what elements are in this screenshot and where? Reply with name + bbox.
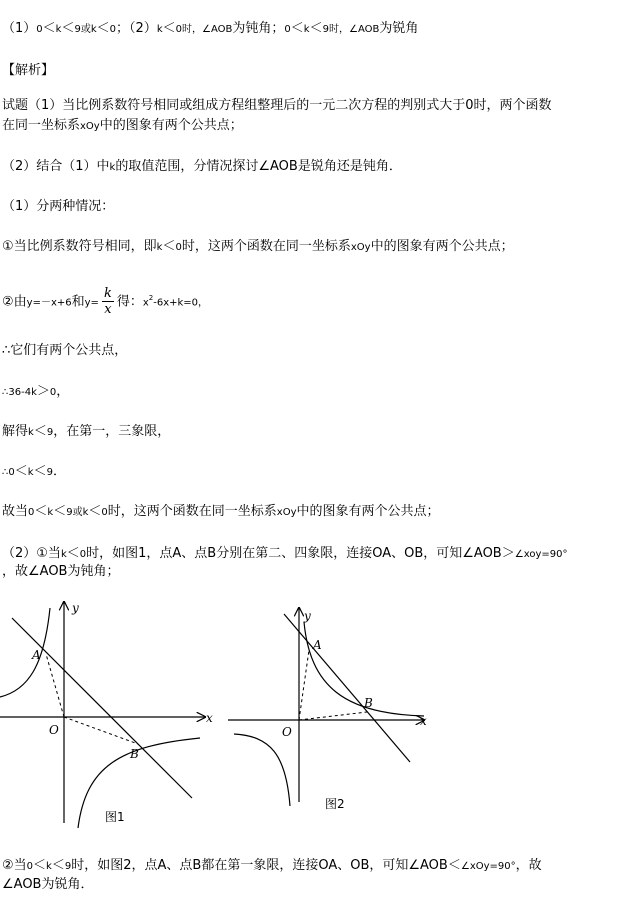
text: （2）结合（1）中 bbox=[2, 159, 110, 174]
coord-label: xOy bbox=[80, 121, 100, 132]
hyperbola-branch-q2 bbox=[0, 608, 50, 697]
text: 时，如图2，点A、点B都在第一象限，连接OA、OB，可知∠AOB bbox=[71, 858, 448, 873]
case-2-line bbox=[2, 280, 208, 321]
text: ． bbox=[52, 464, 66, 479]
lt: ＜ bbox=[51, 858, 65, 873]
text: 解得 bbox=[2, 424, 29, 439]
cases-line: （1）分两种情况： bbox=[2, 199, 115, 214]
nine: 9或 bbox=[66, 507, 83, 518]
lt: ＜ bbox=[53, 504, 67, 519]
answer-k: k bbox=[90, 24, 97, 35]
coord-label: xOy bbox=[350, 242, 371, 253]
step-3 bbox=[2, 423, 170, 442]
lt: ＜ bbox=[34, 504, 48, 519]
segment-ob bbox=[64, 717, 138, 744]
k-var: k bbox=[156, 242, 163, 253]
coord-label: xOy bbox=[276, 507, 297, 518]
text: ②当 bbox=[2, 858, 27, 873]
nine: 9 bbox=[46, 427, 54, 438]
answer-line bbox=[2, 20, 418, 39]
equation-line: y=－x+6 bbox=[26, 297, 72, 309]
text: 中的图象有两个公共点； bbox=[99, 118, 243, 133]
answer-lt: ＜ bbox=[61, 21, 75, 36]
intro-line-2 bbox=[2, 117, 243, 136]
answer-zero: 0 bbox=[109, 24, 117, 35]
answer-lt: ＜ bbox=[162, 21, 176, 36]
gt: ＞ bbox=[501, 546, 515, 561]
conclusion-line bbox=[2, 503, 440, 522]
lt: ＜ bbox=[88, 504, 102, 519]
k-var: k bbox=[28, 427, 34, 438]
text: ①当比例系数符号相同，即 bbox=[2, 239, 157, 254]
point-2-line bbox=[2, 158, 402, 177]
zero: 0 bbox=[49, 387, 57, 398]
lt: ＜ bbox=[33, 424, 47, 439]
fraction-numerator: k bbox=[103, 286, 112, 302]
answer-nine: 9时， bbox=[322, 24, 349, 35]
segment-oa bbox=[299, 650, 309, 720]
answer-angle: ∠AOB bbox=[348, 24, 380, 35]
zero: 0 bbox=[28, 507, 35, 518]
k-var: k bbox=[47, 507, 54, 518]
text: 的取值范围，分情况探讨∠AOB是锐角还是钝角． bbox=[115, 159, 402, 174]
answer-obtuse: 为钝角； bbox=[232, 21, 285, 36]
segment-oa bbox=[46, 654, 64, 717]
zero: 0 bbox=[8, 467, 15, 478]
answer-zero: 0时， bbox=[175, 24, 203, 35]
text: 时，这两个函数在同一坐标系 bbox=[107, 504, 277, 519]
analysis-heading: 【解析】 bbox=[2, 63, 55, 78]
step-2 bbox=[2, 383, 69, 402]
text: 和 bbox=[71, 294, 85, 310]
k-var: k bbox=[82, 507, 89, 518]
answer-lt: ＜ bbox=[290, 21, 304, 36]
k-var: k bbox=[27, 467, 34, 478]
lt: ＜ bbox=[14, 464, 28, 479]
zero: 0 bbox=[26, 861, 34, 872]
origin-label: O bbox=[282, 725, 292, 739]
final-line-1 bbox=[2, 857, 542, 876]
nine: 9 bbox=[64, 861, 72, 872]
figure-1 bbox=[0, 598, 220, 838]
intro-line-1: 试题（1）当比例系数符号相同或组成方程组整理后的一元二次方程的判别式大于0时，两个函数 bbox=[2, 98, 552, 113]
text: 中的图象有两个公共点； bbox=[296, 504, 440, 519]
case-1-line bbox=[2, 238, 514, 257]
quadratic: x bbox=[142, 297, 149, 309]
point-b-label: B bbox=[364, 696, 373, 710]
gt: ＞ bbox=[36, 384, 50, 399]
text: 时，如图1，点A、点B分别在第二、四象限，连接OA、OB，可知∠AOB bbox=[86, 546, 502, 561]
answer-zero: 0 bbox=[36, 24, 43, 35]
exponent: 2 bbox=[148, 294, 154, 302]
lt: ＜ bbox=[66, 546, 80, 561]
point-a-label: A bbox=[32, 648, 41, 662]
x-axis-label: x bbox=[420, 714, 427, 728]
text: ， bbox=[56, 384, 70, 399]
answer-k: k bbox=[303, 24, 310, 35]
answer-acute: 为锐角 bbox=[379, 21, 419, 36]
point-b-label: B bbox=[130, 747, 139, 761]
nine: 9 bbox=[46, 467, 53, 478]
x-axis-label: x bbox=[206, 711, 213, 725]
discriminant: 36-4k bbox=[8, 387, 37, 398]
hyperbola-branch-q4 bbox=[78, 738, 200, 828]
zero: 0 bbox=[101, 507, 108, 518]
point-a-label: A bbox=[313, 638, 322, 652]
text: 时，这两个函数在同一坐标系 bbox=[181, 239, 351, 254]
step-4 bbox=[2, 463, 66, 482]
lt: ＜ bbox=[33, 858, 47, 873]
segment-ob bbox=[299, 712, 367, 720]
final-line-2: ∠AOB为锐角． bbox=[2, 877, 94, 892]
k-var: k bbox=[109, 162, 116, 173]
text: 得： bbox=[116, 294, 143, 310]
quadratic-rest: -6x+k=0， bbox=[153, 297, 209, 309]
origin-label: O bbox=[49, 723, 59, 737]
answer-k: k bbox=[156, 24, 163, 35]
equation-hyperbola: y= bbox=[84, 297, 99, 309]
text: 在同一坐标系 bbox=[2, 118, 81, 133]
text: ②由 bbox=[2, 294, 27, 310]
angle-xoy: ∠xOy=90° bbox=[460, 861, 516, 872]
k-var: k bbox=[46, 861, 52, 872]
answer-part1-label: （1） bbox=[2, 21, 37, 36]
answer-zero: 0 bbox=[284, 24, 291, 35]
fraction-k-over-x bbox=[102, 286, 114, 317]
text: 故当 bbox=[2, 504, 29, 519]
angle-xoy: ∠xoy=90° bbox=[514, 549, 568, 560]
k-var: k bbox=[60, 549, 67, 560]
answer-k: k bbox=[55, 24, 62, 35]
y-axis-label: y bbox=[72, 601, 79, 615]
part-2-line-1 bbox=[2, 545, 567, 564]
answer-lt: ＜ bbox=[309, 21, 323, 36]
figure-caption: 图2 bbox=[325, 797, 345, 811]
figure-caption: 图1 bbox=[105, 810, 125, 824]
part-2-line-2: ，故∠AOB为钝角； bbox=[2, 564, 120, 579]
lt: ＜ bbox=[447, 858, 461, 873]
text: （2）①当 bbox=[2, 546, 61, 561]
answer-nine: 9或 bbox=[74, 24, 91, 35]
zero: 0 bbox=[175, 242, 182, 253]
fraction-denominator: x bbox=[104, 302, 112, 318]
answer-lt: ＜ bbox=[42, 21, 56, 36]
lt: ＜ bbox=[33, 464, 47, 479]
zero: 0 bbox=[79, 549, 87, 560]
therefore: ∴ bbox=[2, 467, 9, 478]
answer-lt: ＜ bbox=[96, 21, 110, 36]
y-axis-label: y bbox=[304, 609, 311, 623]
figure-2 bbox=[228, 606, 438, 816]
answer-angle: ∠AOB bbox=[202, 24, 233, 35]
therefore: ∴ bbox=[2, 387, 9, 398]
text: ，故 bbox=[515, 858, 542, 873]
text: ，在第一，三象限， bbox=[53, 424, 171, 439]
line-graph bbox=[284, 614, 410, 762]
step-1: ∴它们有两个公共点， bbox=[2, 343, 128, 358]
answer-part2-label: ；（2） bbox=[116, 21, 157, 36]
hyperbola-branch-q3 bbox=[234, 734, 290, 806]
lt: ＜ bbox=[162, 239, 176, 254]
text: 中的图象有两个公共点； bbox=[370, 239, 514, 254]
